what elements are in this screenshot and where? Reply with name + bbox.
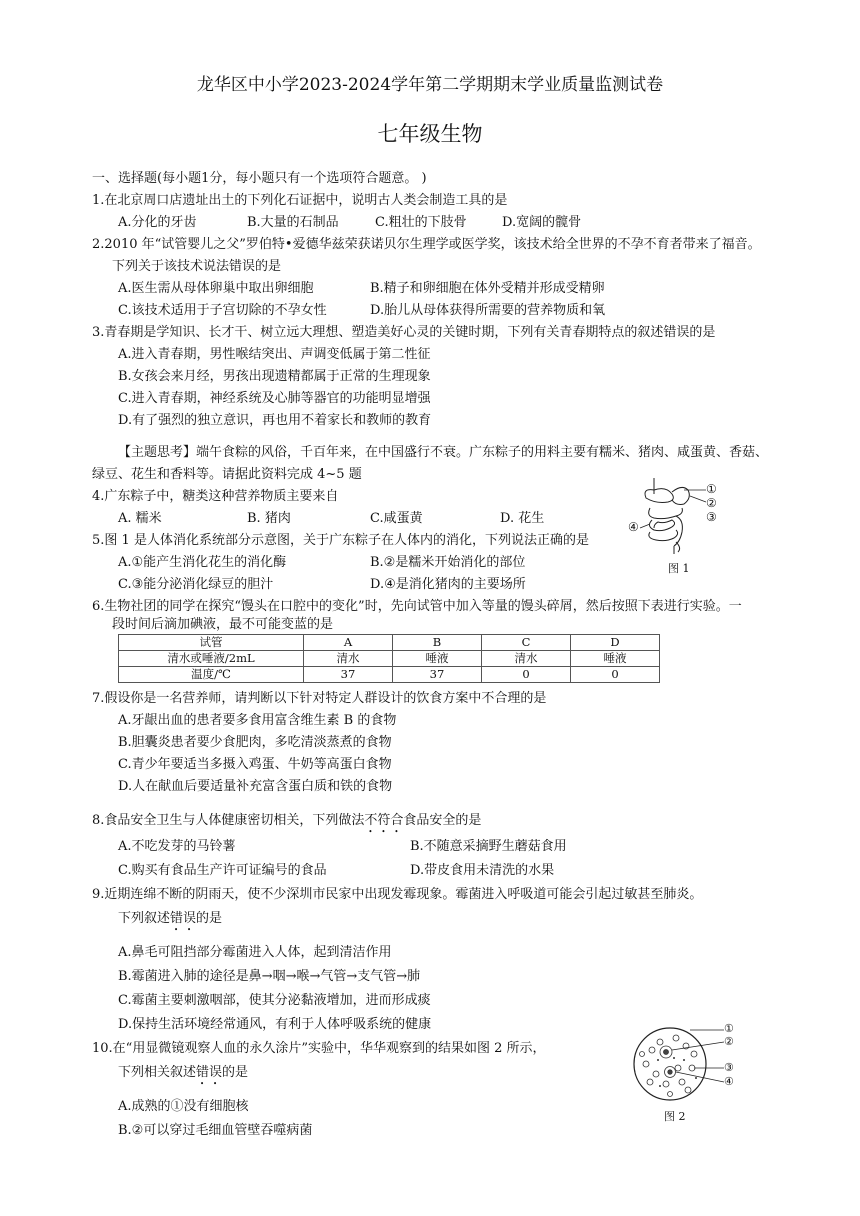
fig1-label-2: ② (706, 496, 717, 510)
q9-stem-line2 (118, 910, 222, 934)
q1-option-a: A.分化的牙齿 (118, 215, 197, 230)
figure-2-blood-smear (630, 1024, 740, 1104)
q5-option-d: D.④是消化猪肉的主要场所 (370, 577, 526, 592)
q1-option-d: D.宽阔的髋骨 (502, 215, 582, 230)
q10-option-b: B.②可以穿过毛细血管壁吞噬病菌 (118, 1123, 313, 1138)
q2-option-d: D.胎儿从母体获得所需要的营养物质和氧 (370, 303, 606, 318)
fig2-label-3: ③ (724, 1061, 734, 1074)
q10-option-a: A.成熟的①没有细胞核 (118, 1099, 249, 1114)
table-cell: 唾液 (393, 651, 482, 667)
q7-option-a: A.牙龈出血的患者要多食用富含维生素 B 的食物 (118, 713, 397, 728)
q1-option-c: C.粗壮的下肢骨 (375, 215, 467, 230)
q2-option-b: B.精子和卵细胞在体外受精并形成受精卵 (370, 281, 605, 296)
q6-stem-line2: 段时间后滴加碘液，最不可能变蓝的是 (112, 617, 334, 632)
table-cell: 试管 (119, 635, 304, 651)
table-cell: C (482, 635, 571, 651)
table-cell: 清水或唾液/2mL (119, 651, 304, 667)
table-cell: D (571, 635, 660, 651)
q9-option-b: B.霉菌进入肺的途径是鼻→咽→喉→气管→支气管→肺 (118, 969, 421, 984)
fig1-caption: 图 1 (668, 562, 690, 575)
q4-option-d: D. 花生 (500, 511, 545, 526)
section-heading: 一、选择题(每小题1分，每小题只有一个选项符合题意。 ) (92, 171, 427, 186)
q9-option-c: C.霉菌主要刺激咽部，使其分泌黏液增加，进而形成痰 (118, 993, 431, 1008)
q5-option-b: B.②是糯米开始消化的部位 (370, 555, 526, 570)
q9-stem-post: 的是 (196, 911, 223, 926)
q9-option-a: A.鼻毛可阻挡部分霉菌进入人体，起到清洁作用 (118, 945, 392, 960)
table-row (119, 635, 660, 651)
table-cell: A (304, 635, 393, 651)
fig2-label-2: ② (724, 1035, 734, 1048)
q7-stem: 7.假设你是一名营养师，请判断以下针对特定人群设计的饮食方案中不合理的是 (92, 691, 547, 706)
theme-line1: 【主题思考】端午食粽的风俗，千百年来，在中国盛行不衰。广东粽子的用料主要有糯米、猪肉、咸蛋黄、香菇、 (118, 445, 769, 460)
fig1-label-1: ① (706, 482, 717, 496)
fig2-label-4: ④ (724, 1075, 734, 1088)
q10-stem-line2 (118, 1064, 248, 1088)
q7-option-b: B.胆囊炎患者要少食肥肉，多吃清淡蒸煮的食物 (118, 735, 392, 750)
theme-line2: 绿豆、花生和香料等。请据此资料完成 4~5 题 (92, 467, 362, 482)
subject-title: 七年级生物 (377, 122, 483, 146)
table-cell: B (393, 635, 482, 651)
q2-stem-line1: 2.2010 年“试管婴儿之父”罗伯特•爱德华兹荣获诺贝尔生理学或医学奖，该技术给全世界的不孕不育者带来了福音。 (92, 237, 761, 252)
q9-stem-emphasis: 错误 (170, 911, 197, 926)
table-cell: 0 (482, 667, 571, 683)
q10-stem-post: 的是 (222, 1065, 249, 1080)
q4-option-a: A. 糯米 (118, 511, 162, 526)
q9-stem-line1: 9.近期连绵不断的阴雨天，使不少深圳市民家中出现发霉现象。霉菌进入呼吸道可能会引起过敏甚至肺炎。 (92, 887, 703, 902)
q1-option-b: B.大量的石制品 (247, 215, 339, 230)
q2-option-a: A.医生需从母体卵巢中取出卵细胞 (118, 281, 314, 296)
q2-stem-line2: 下列关于该技术说法错误的是 (112, 259, 282, 274)
table-cell: 温度/℃ (119, 667, 304, 683)
q8-stem-post: 食品安全的是 (403, 813, 482, 828)
q3-option-b: B.女孩会来月经，男孩出现遗精都属于正常的生理现象 (118, 369, 431, 384)
q10-stem-emphasis: 错误 (196, 1065, 223, 1080)
fig2-label-1: ① (724, 1022, 734, 1035)
q4-option-b: B. 猪肉 (247, 511, 291, 526)
q4-option-c: C.咸蛋黄 (370, 511, 423, 526)
q3-option-c: C.进入青春期，神经系统及心肺等器官的功能明显增强 (118, 391, 431, 406)
q6-stem-line1: 6.生物社团的同学在探究“馒头在口腔中的变化”时，先向试管中加入等量的馒头碎屑，然后按照下表进行实验。一 (92, 599, 742, 614)
q8-stem (92, 812, 481, 836)
q8-option-c: C.购买有食品生产许可证编号的食品 (118, 863, 327, 878)
figure-1-digestive-system (628, 476, 722, 556)
q10-stem-line1: 10.在“用显微镜观察人血的永久涂片”实验中，华华观察到的结果如图 2 所示， (92, 1041, 546, 1056)
experiment-table (118, 634, 660, 683)
q5-option-c: C.③能分泌消化绿豆的胆汁 (118, 577, 274, 592)
q8-option-b: B.不随意采摘野生蘑菇食用 (410, 839, 567, 854)
q3-option-d: D.有了强烈的独立意识，再也用不着家长和教师的教育 (118, 413, 432, 428)
table-cell: 37 (393, 667, 482, 683)
q10-stem-pre: 下列相关叙述 (118, 1065, 197, 1080)
table-cell: 清水 (304, 651, 393, 667)
fig1-label-4: ④ (628, 520, 639, 534)
fig1-label-3: ③ (706, 510, 717, 524)
q9-option-d: D.保持生活环境经常通风，有利于人体呼吸系统的健康 (118, 1017, 432, 1032)
table-row (119, 667, 660, 683)
q8-option-a: A.不吃发芽的马铃薯 (118, 839, 236, 854)
table-cell: 清水 (482, 651, 571, 667)
q3-option-a: A.进入青春期，男性喉结突出、声调变低属于第二性征 (118, 347, 431, 362)
table-cell: 37 (304, 667, 393, 683)
q5-stem: 5.图 1 是人体消化系统部分示意图，关于广东粽子在人体内的消化，下列说法正确的是 (92, 533, 589, 548)
q3-stem: 3.青春期是学知识、长才干、树立远大理想、塑造美好心灵的关键时期，下列有关青春期特点的叙述错误的是 (92, 325, 716, 340)
q8-option-d: D.带皮食用未清洗的水果 (410, 863, 555, 878)
table-cell: 唾液 (571, 651, 660, 667)
table-row (119, 651, 660, 667)
q9-stem-pre: 下列叙述 (118, 911, 171, 926)
q7-option-d: D.人在献血后要适量补充富含蛋白质和铁的食物 (118, 779, 393, 794)
q7-option-c: C.青少年要适当多摄入鸡蛋、牛奶等高蛋白食物 (118, 757, 392, 772)
fig2-caption: 图 2 (664, 1110, 686, 1123)
q1-stem: 1.在北京周口店遗址出土的下列化石证据中，说明古人类会制造工具的是 (92, 193, 508, 208)
q8-stem-pre: 8.食品安全卫生与人体健康密切相关，下列做法 (92, 813, 365, 828)
q2-option-c: C.该技术适用于子宫切除的不孕女性 (118, 303, 327, 318)
q4-stem: 4.广东粽子中，糖类这种营养物质主要来自 (92, 489, 339, 504)
q5-option-a: A.①能产生消化花生的消化酶 (118, 555, 287, 570)
q8-stem-emphasis: 不符合 (364, 813, 404, 828)
exam-title: 龙华区中小学2023-2024学年第二学期期末学业质量监测试卷 (196, 75, 664, 95)
table-cell: 0 (571, 667, 660, 683)
